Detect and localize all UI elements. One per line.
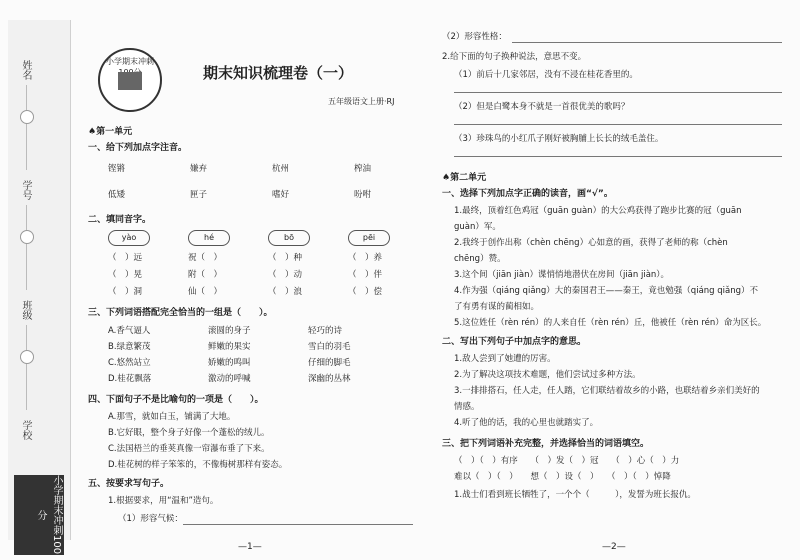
homophone-cell[interactable]: （ ）偿 <box>348 287 383 297</box>
choice-option: 雪白的羽毛 <box>308 342 351 352</box>
question: 1.战士们看到班长牺牲了，一个个（ ），发誓为班长报仇。 <box>454 490 696 500</box>
homophone-cell[interactable]: （ ）伴 <box>348 270 383 280</box>
choice-option[interactable]: B.绿意繁茂 <box>108 342 151 352</box>
section-heading: 一、选择下列加点字正确的读音，画“√”。 <box>442 189 613 199</box>
pinyin-bubble: hé <box>188 230 230 246</box>
binding-hole-icon <box>20 350 34 364</box>
brand-logo <box>98 48 162 112</box>
question: 5.这位姓任（rèn rén）的人来自任（rèn rén）丘，他被任（rèn rén）命为区长。 <box>454 318 767 328</box>
fill-row[interactable]: （ ）（ ）有序 （ ）发（ ）冠 （ ）心（ ）力 <box>454 456 680 466</box>
pinyin-word: 嗜好 <box>272 190 290 200</box>
choice-option: 仔细的脚毛 <box>308 358 351 368</box>
logo-text: 小学期末冲刺 <box>106 57 154 66</box>
question: 2.我终于创作出称（chèn chēng）心如意的画，获得了老师的称（chèn <box>454 238 728 248</box>
house-icon <box>118 72 142 90</box>
pinyin-bubble: bō <box>268 230 310 246</box>
choice-option[interactable]: D.桂花飘落 <box>108 374 152 384</box>
question: （2）形容性格： <box>442 32 507 42</box>
homophone-cell[interactable]: （ ）晃 <box>108 270 143 280</box>
choice-option: 深幽的丛林 <box>308 374 351 384</box>
choice-option: 娇嫩的鸣叫 <box>208 358 251 368</box>
question: 4.听了他的话，我的心里也就踏实了。 <box>454 418 599 428</box>
section-heading: 三、下列词语搭配完全恰当的一组是（ ）。 <box>88 308 273 318</box>
sidebar-name-label: 姓名 <box>20 60 31 80</box>
section-heading: 二、写出下列句子中加点字的意思。 <box>442 337 587 347</box>
choice-option[interactable]: B.它好眼，整个身子好像一个蓬松的绒儿。 <box>108 428 270 438</box>
choice-option: 鲜嫩的果实 <box>208 342 251 352</box>
answer-line[interactable] <box>454 156 782 157</box>
left-page <box>78 0 420 560</box>
sidebar-class-label: 班级 <box>20 300 31 320</box>
page-subtitle: 五年级语文上册·RJ <box>328 97 395 106</box>
section-heading: 二、填同音字。 <box>88 215 152 225</box>
homophone-cell[interactable]: （ ）远 <box>108 253 143 263</box>
right-page <box>432 0 792 560</box>
sidebar <box>8 20 71 555</box>
question: 4.作为强（qiáng qiǎng）大的秦国君王——秦王，竟也勉强（qiáng qiǎng）不 <box>454 286 759 296</box>
homophone-cell[interactable]: （ ）养 <box>348 253 383 263</box>
unit-heading: ♠第一单元 <box>88 127 133 137</box>
side-brand-logo: 小学期末冲刺100分 <box>14 475 64 555</box>
pinyin-bubble: pēi <box>348 230 390 246</box>
homophone-cell[interactable]: （ ）动 <box>268 270 303 280</box>
binding-hole-icon <box>20 110 34 124</box>
choice-option[interactable]: A.那雪，就如白玉，铺满了大地。 <box>108 412 236 422</box>
choice-option[interactable]: D.桂花树的样子笨笨的，不像梅树那样有姿态。 <box>108 460 288 470</box>
question: guàn）军。 <box>454 222 501 232</box>
answer-line[interactable] <box>512 42 782 43</box>
fill-row[interactable]: 难以（ ）（ ） 想（ ）设（ ） （ ）（ ）悼降 <box>454 472 671 482</box>
pinyin-word: 杭州 <box>272 164 290 174</box>
question: （1）形容气候： <box>118 514 183 524</box>
pinyin-word: 嫌弃 <box>190 164 208 174</box>
homophone-cell[interactable]: （ ）种 <box>268 253 303 263</box>
choice-option: 激动的呼喊 <box>208 374 251 384</box>
section-heading: 四、下面句子不是比喻句的一项是（ ）。 <box>88 395 264 405</box>
pinyin-word: 吩咐 <box>354 190 372 200</box>
choice-option[interactable]: C.法国梧兰的垂荚真像一帘瀑布垂了下来。 <box>108 444 270 454</box>
homophone-cell[interactable]: （ ）洞 <box>108 287 143 297</box>
question: （3）珍珠鸟的小红爪子刚好被胸脯上长长的绒毛盖住。 <box>454 134 664 144</box>
pinyin-bubble: yào <box>108 230 150 246</box>
question: （2）但是白鹭本身不就是一首很优美的歌吗？ <box>454 102 630 112</box>
section-heading: 三、把下列词语补充完整，并选择恰当的词语填空。 <box>442 439 650 449</box>
page-number: —1— <box>238 542 262 552</box>
question: 3.这个间（jiān jiàn）谍悄悄地潜伏在房间（jiān jiàn）。 <box>454 270 670 280</box>
question: （1）前后十几家邻居，没有不浸在桂花香里的。 <box>454 70 638 80</box>
answer-line[interactable] <box>454 124 782 125</box>
unit-heading: ♠第二单元 <box>442 173 487 183</box>
sidebar-line <box>26 325 27 410</box>
sidebar-school-label: 学校 <box>20 420 31 440</box>
homophone-cell[interactable]: 祝（ ） <box>188 253 223 263</box>
homophone-cell[interactable]: 附（ ） <box>188 270 223 280</box>
question: 情感。 <box>454 402 480 412</box>
pinyin-word: 低矮 <box>108 190 126 200</box>
question: 2.给下面的句子换种说法，意思不变。 <box>442 52 587 62</box>
sidebar-line <box>26 205 27 290</box>
choice-option: 滚圆的身子 <box>208 326 251 336</box>
pinyin-word: 铿锵 <box>108 164 126 174</box>
homophone-cell[interactable]: （ ）浪 <box>268 287 303 297</box>
question: chēng）赞。 <box>454 254 506 264</box>
question: 1.根据要求，用“温和”造句。 <box>108 496 219 506</box>
choice-option[interactable]: A.香气逼人 <box>108 326 151 336</box>
page-number: —2— <box>602 542 626 552</box>
choice-option[interactable]: C.悠然站立 <box>108 358 151 368</box>
question: 1.最终，顶着红色鸡冠（guān guàn）的大公鸡获得了跑步比赛的冠（guān <box>454 206 742 216</box>
question: 2.为了解决这项技术难题，他们尝试过多种方法。 <box>454 370 641 380</box>
question: 1.敌人尝到了她遭的厉害。 <box>454 354 556 364</box>
section-heading: 五、按要求写句子。 <box>88 479 170 489</box>
sidebar-line <box>26 85 27 170</box>
question: 了有勇有谋的蔺相如。 <box>454 302 540 312</box>
answer-line[interactable] <box>183 524 413 525</box>
section-heading: 一、给下列加点字注音。 <box>88 143 188 153</box>
choice-option: 轻巧的诗 <box>308 326 343 336</box>
pinyin-word: 匣子 <box>190 190 208 200</box>
pinyin-word: 榨油 <box>354 164 372 174</box>
binding-hole-icon <box>20 230 34 244</box>
page-title: 期末知识梳理卷（一） <box>203 64 354 82</box>
question: 3.一排排搭石，任人走，任人踏，它们联结着故乡的小路，也联结着乡亲们美好的 <box>454 386 760 396</box>
answer-line[interactable] <box>454 92 782 93</box>
homophone-cell[interactable]: 仙（ ） <box>188 287 223 297</box>
sidebar-id-label: 学号 <box>20 180 31 200</box>
